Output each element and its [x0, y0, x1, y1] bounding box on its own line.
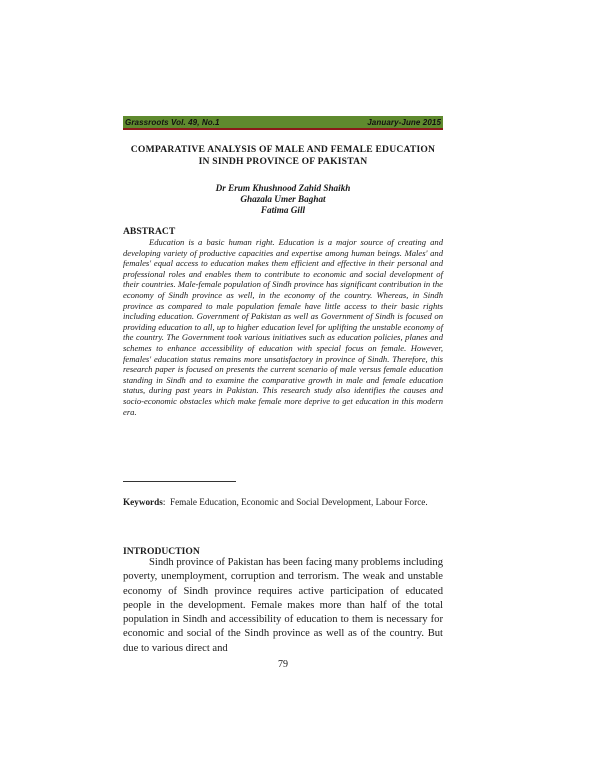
keywords-label: Keywords — [123, 497, 163, 507]
keywords: Keywords: Female Education, Economic and Social Development, Labour Force. — [123, 497, 428, 507]
author-3: Fatima Gill — [260, 205, 306, 215]
introduction-heading: INTRODUCTION — [123, 546, 200, 557]
journal-header-bar — [123, 116, 443, 130]
title-line-2: IN SINDH PROVINCE OF PAKISTAN — [198, 156, 368, 167]
author-1: Dr Erum Khushnood Zahid Shaikh — [215, 183, 351, 193]
author-2: Ghazala Umer Baghat — [240, 194, 326, 204]
abstract-text: Education is a basic human right. Education is a major source of creating and developing variety of productive capacities and expertise among human beings. Males' and females' equal access to education makes them efficient and effective in their personal and professional roles and enables them to contribute to economic and social development of their countries. Male-female population of Sindh province has significant contribution in the economy of Sindh province as well, in the economy of the country. Whereas, in Sindh province as compared to male population female have little access to their basic rights including education. Government of Pakistan as well as Government of Sindh is focused on providing education to all, up to higher education level for uplifting the unstable economy of the country. The Government took various initiatives such as education policies, planes and schemes to enhance accessibility of education with special focus on female. However, females' education status remains more unsatisfactory in province of Sindh. Therefore, this research paper is focused on presents the current scenario of male versus female education standing in Sindh and to examine the comparative growth in male and female education status, during past years in Pakistan. This research study also identifies the causes and socio-economic obstacles which make female more deprive to get education in this modern era. — [123, 237, 443, 417]
page-number: 79 — [278, 659, 288, 670]
introduction-text: Sindh province of Pakistan has been facing many problems including poverty, unemployment, corruption and terrorism. The weak and unstable economy of Sindh province requires active participation of educated people in the development. Female makes more than half of the total population in Sindh and accessibility of education to them is necessary for economic and social of the Sindh province as well as of the country. But due to various direct and — [123, 557, 443, 654]
keywords-text: Female Education, Economic and Social Development, Labour Force. — [169, 497, 428, 507]
paper-title — [123, 144, 443, 168]
abstract-heading: ABSTRACT — [123, 226, 176, 237]
section-divider — [123, 481, 236, 482]
author-list — [123, 183, 443, 216]
title-line-1: COMPARATIVE ANALYSIS OF MALE AND FEMALE EDUCATION — [130, 144, 436, 155]
journal-name: Grassroots Vol. 49, No.1 — [125, 117, 220, 127]
issue-date: January-June 2015 — [367, 117, 441, 127]
